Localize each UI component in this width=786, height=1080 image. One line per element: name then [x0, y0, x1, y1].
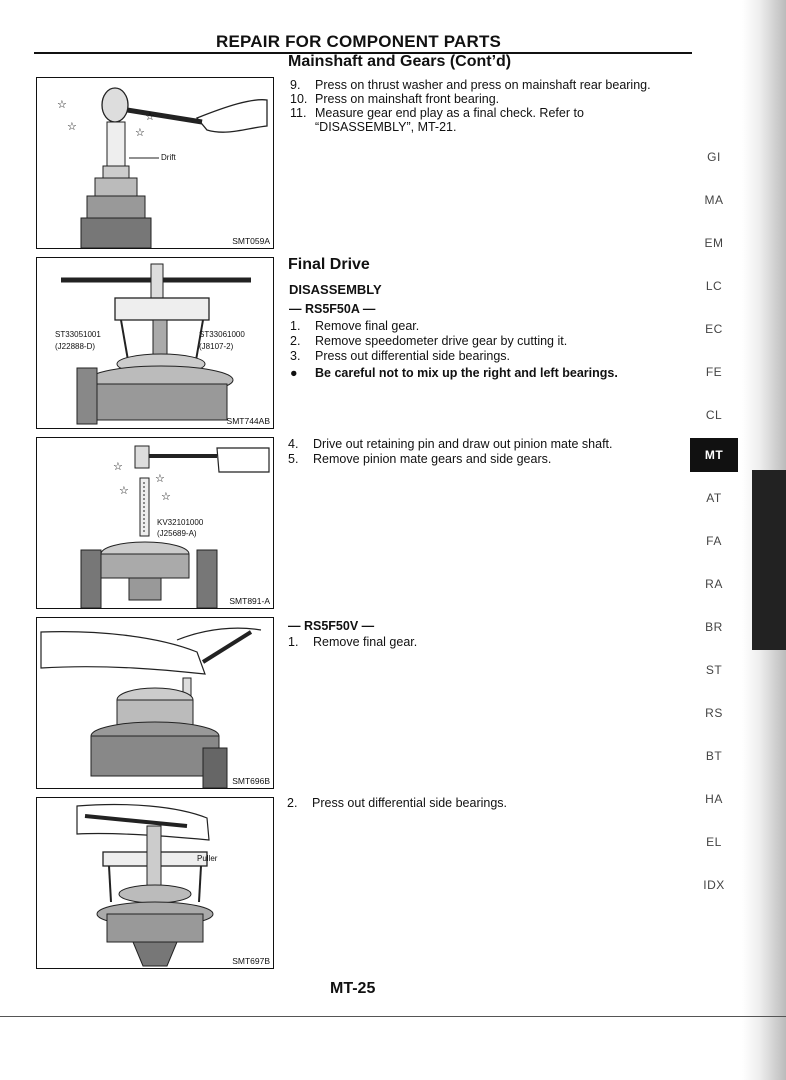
step-item: 10. Press on mainshaft front bearing.	[290, 92, 500, 106]
step-item: 2. Press out differential side bearings.	[287, 796, 508, 810]
step-item: 5. Remove pinion mate gears and side gears.	[288, 452, 552, 466]
tab-idx[interactable]: IDX	[703, 878, 725, 892]
svg-text:☆: ☆	[145, 111, 155, 123]
svg-text:☆: ☆	[155, 473, 165, 485]
tab-bt[interactable]: BT	[705, 749, 723, 763]
figure-code: SMT059A	[232, 236, 270, 246]
step-item: 3. Press out differential side bearings.	[290, 349, 511, 363]
svg-text:☆: ☆	[161, 491, 171, 503]
page-header: REPAIR FOR COMPONENT PARTS	[216, 32, 502, 51]
caution-note: ● Be careful not to mix up the right and left bearings.	[290, 366, 618, 380]
side-bearing-illustration	[37, 798, 273, 968]
figure-final-gear	[36, 617, 274, 789]
tab-gi[interactable]: GI	[707, 150, 721, 164]
final-gear-illustration	[37, 618, 273, 788]
tab-at[interactable]: AT	[706, 491, 722, 505]
bottom-rule	[0, 1016, 786, 1017]
figure-drift-mainshaft	[36, 77, 274, 249]
svg-text:☆: ☆	[135, 127, 145, 139]
svg-text:☆: ☆	[57, 99, 67, 111]
tab-ra[interactable]: RA	[705, 577, 723, 591]
step-item: 4. Drive out retaining pin and draw out pinion mate shaft.	[288, 437, 613, 451]
tab-ha[interactable]: HA	[705, 792, 723, 806]
model-rs5f50v: — RS5F50V —	[288, 619, 375, 633]
figure-code: SMT891-A	[229, 596, 270, 606]
tab-fa[interactable]: FA	[706, 534, 722, 548]
svg-text:☆: ☆	[119, 485, 129, 497]
tab-lc[interactable]: LC	[705, 279, 723, 293]
step-item: “DISASSEMBLY”, MT-21.	[315, 120, 457, 134]
tab-fe[interactable]: FE	[705, 365, 723, 379]
step-item: 1. Remove final gear.	[290, 319, 420, 333]
figure-code: SMT744AB	[226, 416, 270, 426]
figure-label: Drift	[161, 153, 176, 162]
tab-rs[interactable]: RS	[705, 706, 723, 720]
figure-label: ST33051001	[55, 330, 101, 339]
tab-ma[interactable]: MA	[704, 193, 724, 207]
page-number: MT-25	[330, 980, 376, 997]
figure-label: KV32101000	[157, 518, 204, 527]
tab-mt[interactable]: MT	[690, 438, 738, 472]
step-item: 11. Measure gear end play as a final check. Refer to	[290, 106, 584, 120]
svg-text:☆: ☆	[113, 461, 123, 473]
tab-st[interactable]: ST	[705, 663, 723, 677]
model-rs5f50a: — RS5F50A —	[289, 302, 376, 316]
figure-code: SMT697B	[232, 956, 270, 966]
figure-label: Puller	[197, 854, 218, 863]
mainshaft-title: Mainshaft and Gears (Cont’d)	[288, 53, 512, 70]
page-edge-dark	[752, 470, 786, 650]
step-item: 9. Press on thrust washer and press on mainshaft rear bearing.	[290, 78, 651, 92]
tab-em[interactable]: EM	[704, 236, 724, 250]
figure-puller-differential	[36, 257, 274, 429]
figure-side-bearing-puller	[36, 797, 274, 969]
figure-label: (J25689-A)	[157, 529, 197, 538]
figure-label: (J8107-2)	[199, 342, 234, 351]
tab-ec[interactable]: EC	[705, 322, 723, 336]
svg-text:☆: ☆	[67, 121, 77, 133]
figure-retaining-pin	[36, 437, 274, 609]
final-drive-title: Final Drive	[288, 256, 370, 273]
retaining-pin-illustration	[37, 438, 273, 608]
figure-label: (J22888-D)	[55, 342, 96, 351]
figure-code: SMT696B	[232, 776, 270, 786]
step-item: 1. Remove final gear.	[288, 635, 418, 649]
step-item: 2. Remove speedometer drive gear by cutting it.	[290, 334, 568, 348]
disassembly-subtitle: DISASSEMBLY	[289, 282, 382, 297]
tab-cl[interactable]: CL	[705, 408, 723, 422]
tab-br[interactable]: BR	[705, 620, 723, 634]
tab-el[interactable]: EL	[706, 835, 722, 849]
figure-label: ST33061000	[199, 330, 245, 339]
drift-illustration	[37, 78, 273, 248]
